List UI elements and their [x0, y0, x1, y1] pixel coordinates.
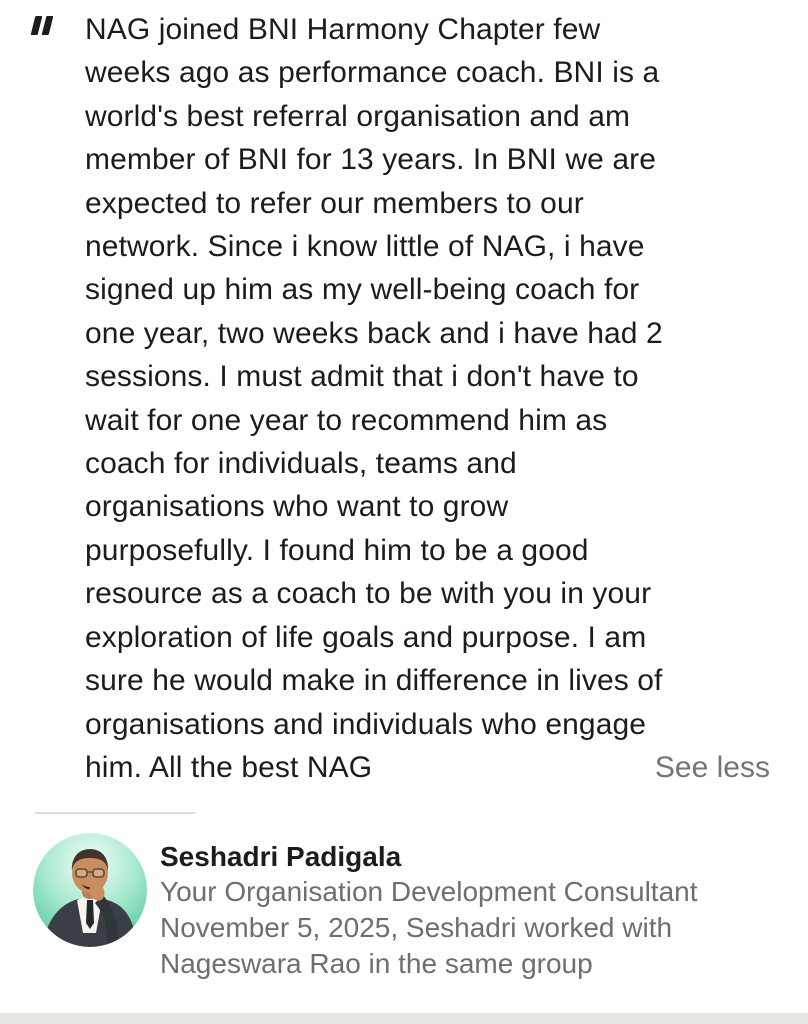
quote-line: resource as a coach to be with you in your — [85, 577, 652, 611]
quote-line: expected to refer our members to our — [85, 186, 584, 220]
author-name[interactable]: Seshadri Padigala — [160, 841, 402, 872]
author-headline: Your Organisation Development Consultant — [160, 876, 698, 907]
quote-line: member of BNI for 13 years. In BNI we are — [85, 143, 656, 177]
quote-line: weeks ago as performance coach. BNI is a — [85, 56, 660, 90]
section-divider — [35, 812, 196, 814]
quote-line: sure he would make in difference in lives of — [85, 664, 663, 698]
quote-line: NAG joined BNI Harmony Chapter few — [85, 13, 601, 46]
quote-line: signed up him as my well-being coach for — [85, 273, 640, 307]
quote-line: exploration of life goals and purpose. I am — [85, 620, 647, 654]
quote-bar — [42, 16, 54, 35]
quote-line: organisations and individuals who engage — [85, 707, 647, 741]
quote-line: sessions. I must admit that i don't have to — [85, 360, 639, 394]
avatar-photo — [33, 833, 147, 947]
quote-line: organisations who want to grow — [85, 490, 509, 524]
author-avatar[interactable] — [33, 833, 147, 947]
quote-last-row — [85, 746, 770, 789]
see-less-button[interactable]: See less — [655, 746, 770, 789]
quote-text — [85, 8, 770, 746]
quote-line: network. Since i know little of NAG, i have — [85, 230, 645, 264]
quote-icon — [33, 16, 51, 35]
recommendation-text-block — [85, 8, 770, 789]
author-info — [160, 840, 780, 982]
next-card-edge — [0, 1013, 808, 1024]
quote-line: world's best referral organisation and am — [85, 99, 631, 133]
quote-bar — [31, 16, 43, 35]
quote-line: one year, two weeks back and i have had 2 — [85, 316, 663, 350]
author-meta-line2: Nageswara Rao in the same group — [160, 948, 593, 979]
quote-line: coach for individuals, teams and — [85, 447, 517, 481]
quote-line: wait for one year to recommend him as — [85, 403, 608, 437]
quote-last-line: him. All the best NAG — [85, 750, 373, 784]
author-meta-line1: November 5, 2025, Seshadri worked with — [160, 912, 673, 943]
quote-line: purposefully. I found him to be a good — [85, 533, 589, 567]
